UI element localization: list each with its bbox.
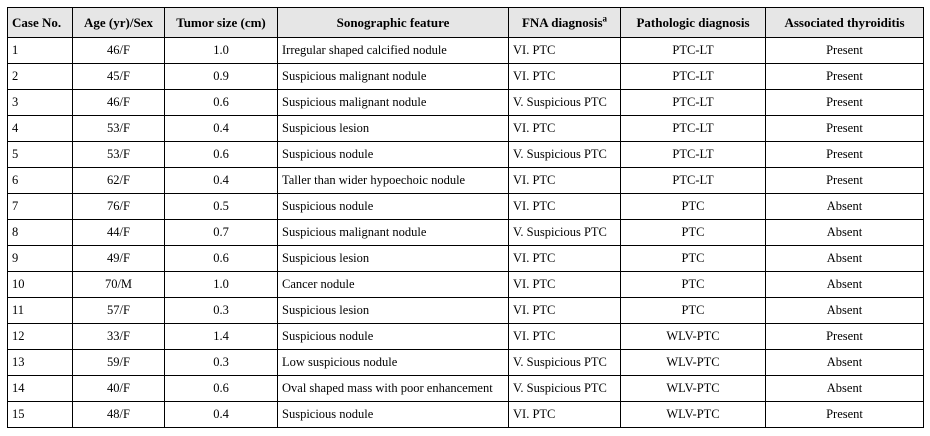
cell-age-sex: 48/F bbox=[73, 402, 165, 428]
table-row bbox=[8, 142, 924, 168]
cell-fna-diagnosis: V. Suspicious PTC bbox=[509, 376, 621, 402]
cell-fna-diagnosis: V. Suspicious PTC bbox=[509, 350, 621, 376]
cell-age-sex: 59/F bbox=[73, 350, 165, 376]
table-row bbox=[8, 376, 924, 402]
cell-age-sex: 53/F bbox=[73, 116, 165, 142]
cell-case-no: 8 bbox=[8, 220, 73, 246]
cell-case-no: 13 bbox=[8, 350, 73, 376]
case-table bbox=[7, 7, 924, 428]
cell-associated-thyroiditis: Present bbox=[766, 168, 924, 194]
cell-fna-diagnosis: VI. PTC bbox=[509, 272, 621, 298]
cell-pathologic-diagnosis: PTC-LT bbox=[621, 142, 766, 168]
cell-pathologic-diagnosis: PTC-LT bbox=[621, 38, 766, 64]
cell-associated-thyroiditis: Present bbox=[766, 38, 924, 64]
table-row bbox=[8, 64, 924, 90]
cell-fna-diagnosis: VI. PTC bbox=[509, 402, 621, 428]
cell-case-no: 10 bbox=[8, 272, 73, 298]
cell-age-sex: 62/F bbox=[73, 168, 165, 194]
table-body bbox=[8, 38, 924, 428]
cell-sonographic-feature: Suspicious malignant nodule bbox=[278, 90, 509, 116]
cell-age-sex: 70/M bbox=[73, 272, 165, 298]
cell-age-sex: 57/F bbox=[73, 298, 165, 324]
header-associated-thyroiditis: Associated thyroiditis bbox=[766, 8, 924, 38]
footnote-marker: a bbox=[602, 13, 608, 24]
cell-associated-thyroiditis: Absent bbox=[766, 376, 924, 402]
cell-sonographic-feature: Suspicious lesion bbox=[278, 246, 509, 272]
cell-tumor-size: 1.0 bbox=[165, 38, 278, 64]
header-fna-label: FNA diagnosis bbox=[521, 14, 603, 30]
table-row bbox=[8, 220, 924, 246]
cell-fna-diagnosis: VI. PTC bbox=[509, 64, 621, 90]
cell-pathologic-diagnosis: WLV-PTC bbox=[621, 376, 766, 402]
cell-pathologic-diagnosis: PTC-LT bbox=[621, 116, 766, 142]
header-fna-diagnosis bbox=[509, 8, 621, 38]
cell-sonographic-feature: Oval shaped mass with poor enhancement bbox=[278, 376, 509, 402]
cell-case-no: 12 bbox=[8, 324, 73, 350]
cell-tumor-size: 0.6 bbox=[165, 246, 278, 272]
cell-age-sex: 46/F bbox=[73, 38, 165, 64]
cell-pathologic-diagnosis: PTC-LT bbox=[621, 168, 766, 194]
table-row bbox=[8, 324, 924, 350]
cell-tumor-size: 0.6 bbox=[165, 142, 278, 168]
cell-tumor-size: 1.0 bbox=[165, 272, 278, 298]
cell-sonographic-feature: Cancer nodule bbox=[278, 272, 509, 298]
table-row bbox=[8, 116, 924, 142]
cell-sonographic-feature: Suspicious lesion bbox=[278, 298, 509, 324]
header-case-no: Case No. bbox=[8, 8, 73, 38]
cell-tumor-size: 0.9 bbox=[165, 64, 278, 90]
cell-tumor-size: 0.4 bbox=[165, 168, 278, 194]
cell-fna-diagnosis: V. Suspicious PTC bbox=[509, 220, 621, 246]
table-row bbox=[8, 402, 924, 428]
cell-pathologic-diagnosis: PTC bbox=[621, 298, 766, 324]
cell-sonographic-feature: Suspicious lesion bbox=[278, 116, 509, 142]
table-container bbox=[7, 7, 924, 428]
cell-sonographic-feature: Irregular shaped calcified nodule bbox=[278, 38, 509, 64]
cell-case-no: 11 bbox=[8, 298, 73, 324]
cell-pathologic-diagnosis: WLV-PTC bbox=[621, 324, 766, 350]
cell-age-sex: 44/F bbox=[73, 220, 165, 246]
cell-pathologic-diagnosis: PTC-LT bbox=[621, 90, 766, 116]
cell-tumor-size: 0.3 bbox=[165, 298, 278, 324]
cell-fna-diagnosis: VI. PTC bbox=[509, 116, 621, 142]
cell-case-no: 4 bbox=[8, 116, 73, 142]
cell-fna-diagnosis: VI. PTC bbox=[509, 168, 621, 194]
cell-case-no: 3 bbox=[8, 90, 73, 116]
table-row bbox=[8, 246, 924, 272]
cell-age-sex: 45/F bbox=[73, 64, 165, 90]
cell-associated-thyroiditis: Absent bbox=[766, 194, 924, 220]
cell-tumor-size: 0.4 bbox=[165, 402, 278, 428]
cell-case-no: 6 bbox=[8, 168, 73, 194]
table-row bbox=[8, 90, 924, 116]
cell-case-no: 5 bbox=[8, 142, 73, 168]
cell-case-no: 15 bbox=[8, 402, 73, 428]
cell-tumor-size: 0.4 bbox=[165, 116, 278, 142]
cell-case-no: 7 bbox=[8, 194, 73, 220]
cell-associated-thyroiditis: Absent bbox=[766, 298, 924, 324]
cell-tumor-size: 1.4 bbox=[165, 324, 278, 350]
cell-age-sex: 76/F bbox=[73, 194, 165, 220]
cell-associated-thyroiditis: Present bbox=[766, 324, 924, 350]
cell-age-sex: 40/F bbox=[73, 376, 165, 402]
cell-associated-thyroiditis: Absent bbox=[766, 272, 924, 298]
cell-sonographic-feature: Low suspicious nodule bbox=[278, 350, 509, 376]
cell-pathologic-diagnosis: PTC bbox=[621, 220, 766, 246]
cell-case-no: 2 bbox=[8, 64, 73, 90]
cell-sonographic-feature: Suspicious malignant nodule bbox=[278, 64, 509, 90]
cell-sonographic-feature: Suspicious nodule bbox=[278, 194, 509, 220]
header-tumor-size: Tumor size (cm) bbox=[165, 8, 278, 38]
cell-tumor-size: 0.6 bbox=[165, 90, 278, 116]
cell-sonographic-feature: Suspicious nodule bbox=[278, 324, 509, 350]
table-row bbox=[8, 272, 924, 298]
cell-pathologic-diagnosis: PTC-LT bbox=[621, 64, 766, 90]
cell-pathologic-diagnosis: PTC bbox=[621, 194, 766, 220]
cell-fna-diagnosis: VI. PTC bbox=[509, 298, 621, 324]
cell-age-sex: 49/F bbox=[73, 246, 165, 272]
cell-fna-diagnosis: VI. PTC bbox=[509, 194, 621, 220]
cell-pathologic-diagnosis: WLV-PTC bbox=[621, 350, 766, 376]
cell-tumor-size: 0.3 bbox=[165, 350, 278, 376]
table-row bbox=[8, 194, 924, 220]
cell-sonographic-feature: Suspicious nodule bbox=[278, 142, 509, 168]
table-row bbox=[8, 350, 924, 376]
header-row bbox=[8, 8, 924, 38]
cell-associated-thyroiditis: Absent bbox=[766, 220, 924, 246]
cell-case-no: 9 bbox=[8, 246, 73, 272]
header-pathologic-diagnosis: Pathologic diagnosis bbox=[621, 8, 766, 38]
cell-tumor-size: 0.6 bbox=[165, 376, 278, 402]
cell-age-sex: 33/F bbox=[73, 324, 165, 350]
cell-associated-thyroiditis: Present bbox=[766, 402, 924, 428]
cell-tumor-size: 0.5 bbox=[165, 194, 278, 220]
cell-age-sex: 53/F bbox=[73, 142, 165, 168]
cell-age-sex: 46/F bbox=[73, 90, 165, 116]
table-row bbox=[8, 168, 924, 194]
cell-fna-diagnosis: V. Suspicious PTC bbox=[509, 142, 621, 168]
cell-associated-thyroiditis: Present bbox=[766, 64, 924, 90]
cell-sonographic-feature: Taller than wider hypoechoic nodule bbox=[278, 168, 509, 194]
cell-pathologic-diagnosis: PTC bbox=[621, 272, 766, 298]
cell-fna-diagnosis: VI. PTC bbox=[509, 246, 621, 272]
cell-fna-diagnosis: VI. PTC bbox=[509, 324, 621, 350]
cell-associated-thyroiditis: Absent bbox=[766, 246, 924, 272]
cell-sonographic-feature: Suspicious nodule bbox=[278, 402, 509, 428]
cell-case-no: 14 bbox=[8, 376, 73, 402]
cell-associated-thyroiditis: Present bbox=[766, 116, 924, 142]
cell-case-no: 1 bbox=[8, 38, 73, 64]
cell-sonographic-feature: Suspicious malignant nodule bbox=[278, 220, 509, 246]
table-row bbox=[8, 38, 924, 64]
table-row bbox=[8, 298, 924, 324]
cell-fna-diagnosis: V. Suspicious PTC bbox=[509, 90, 621, 116]
cell-associated-thyroiditis: Present bbox=[766, 142, 924, 168]
cell-associated-thyroiditis: Absent bbox=[766, 350, 924, 376]
header-age-sex: Age (yr)/Sex bbox=[73, 8, 165, 38]
cell-pathologic-diagnosis: WLV-PTC bbox=[621, 402, 766, 428]
cell-tumor-size: 0.7 bbox=[165, 220, 278, 246]
cell-fna-diagnosis: VI. PTC bbox=[509, 38, 621, 64]
cell-pathologic-diagnosis: PTC bbox=[621, 246, 766, 272]
header-sonographic-feature: Sonographic feature bbox=[278, 8, 509, 38]
cell-associated-thyroiditis: Present bbox=[766, 90, 924, 116]
